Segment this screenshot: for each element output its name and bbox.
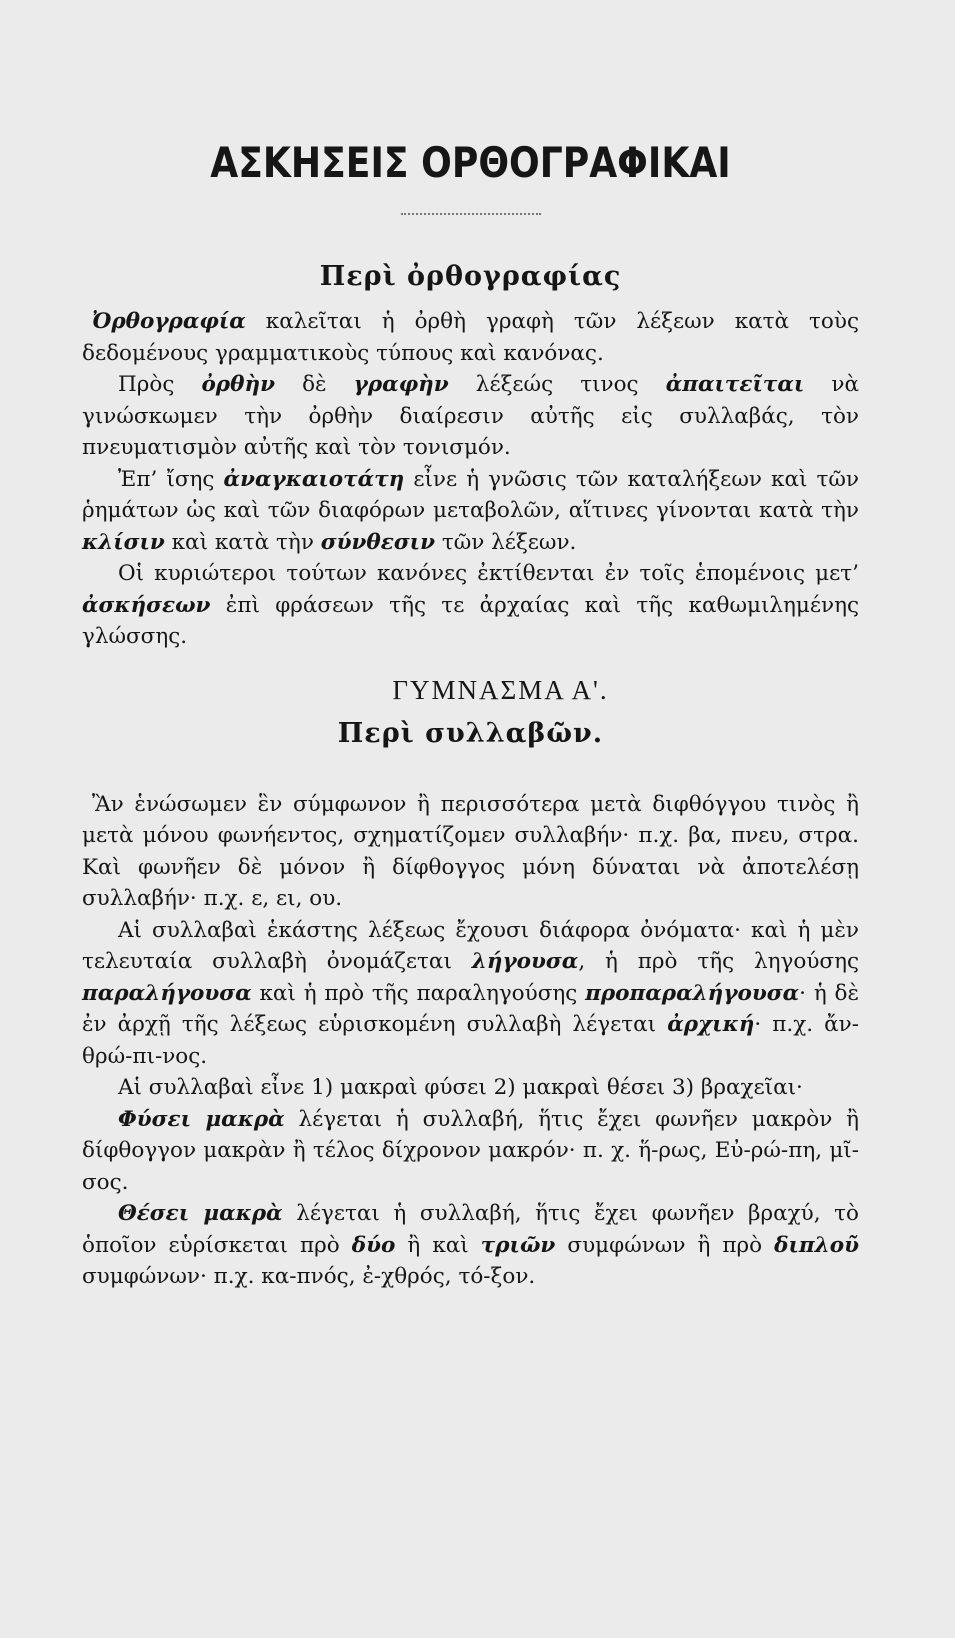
text-run: λέξεώς τινος (448, 372, 666, 397)
emphasis: σύνθεσιν (320, 529, 436, 555)
text-run: ἐπὶ φράσεων τῆς τε ἀρχαίας καὶ τῆς καθωμιλημένης γλώσσης. (82, 592, 859, 649)
text-run: · ἡ δὲ ἐν ἀρχῇ τῆς λέξεως εὑρισκομένη συλλαβὴ λέγεται (82, 980, 859, 1037)
section-heading-syllables: Περὶ συλλαβῶν. (337, 717, 604, 749)
text-run: δὲ (275, 372, 354, 397)
paragraph-syllable-formation: Ἂν ἑνώσωμεν ἓν σύμφωνον ἢ περισσότερα μετὰ διφθόγγου τινὸς ἢ μετὰ μόνου φωνήεντος, σχηματίζομεν συλλαβήν· π.χ. βα, πνευ, στρα. Καὶ φωνῆεν δὲ μόνον ἢ δίφθογγος μόνη δύναται νὰ ἀποτελέσῃ συλλαβήν· π.χ. ε, ει, ου. (82, 791, 859, 911)
emphasis: ἀναγκαιοτάτη (223, 466, 405, 492)
exercise-label: ΓΥΜΝΑΣΜΑ Α'. (392, 674, 609, 705)
emphasis: ὀρθὴν (201, 372, 275, 397)
emphasis: λήγουσα (471, 949, 579, 974)
paragraph-long-by-position (82, 1198, 859, 1293)
emphasis: ἀρχική (667, 1012, 755, 1037)
paragraph-definition (82, 306, 859, 369)
emphasis: γραφὴν (353, 372, 449, 397)
paragraph-text: καλεῖται ἡ ὀρθὴ γραφὴ τῶν λέξεων κατὰ τοὺς δεδομένους γραμματικοὺς τύπους καὶ κανόνας. (82, 309, 859, 366)
emphasis: παραλήγουσα (82, 980, 252, 1006)
paragraph-endings (82, 464, 859, 559)
emphasis: διπλοῦ (774, 1232, 859, 1258)
text-run: καὶ κατὰ τὴν (164, 529, 321, 555)
text-run: Ἐπ’ ἴσης (118, 466, 224, 492)
section-heading-orthography: Περὶ ὀρθογραφίας (319, 261, 622, 292)
emphasis: δύο (351, 1232, 396, 1258)
emphasis: τριῶν (480, 1232, 556, 1258)
paragraph-long-by-nature (82, 1104, 859, 1199)
text-run: Αἱ συλλαβαὶ ἑκάστης λέξεως ἔχουσι διάφορα ὀνόματα· καὶ ἡ μὲν τελευταία συλλαβὴ ὀνομάζεται (82, 917, 859, 974)
text-run: λέγεται ἡ συλλαβή, ἥτις ἔχει φωνῆεν μακρὸν ἢ δίφθογγον μακρὰν ἢ τέλος δίχρονον μακρόν· π. χ. ἥ-ρως, Εὐ-ρώ-πη, μῖ-σος. (82, 1106, 859, 1195)
emphasis: Φύσει μακρὰ (118, 1106, 285, 1132)
text-run: ἢ καὶ (395, 1232, 481, 1258)
title-divider (401, 213, 541, 215)
text-run: λέγεται ἡ συλλαβή, ἥτις ἔχει φωνῆεν βραχύ, τὸ ὁποῖον εὑρίσκεται πρὸ (82, 1201, 859, 1258)
document-page (0, 138, 955, 1638)
text-run: · π.χ. ἄν-θρώ-πι-νος. (82, 1012, 859, 1069)
emphasis: προπαραλήγουσα (585, 980, 800, 1006)
text-run: τῶν λέξεων. (435, 529, 577, 555)
text-run: εἶνε ἡ γνῶσις τῶν καταλήξεων καὶ τῶν ῥημάτων ὡς καὶ τῶν διαφόρων μεταβολῶν, αἵτινες γίνονται κατὰ τὴν (82, 466, 859, 523)
paragraph-requirements (82, 369, 859, 464)
text-run: νὰ γινώσκωμεν τὴν ὀρθὴν διαίρεσιν αὐτῆς εἰς συλλαβάς, τὸν πνευματισμὸν αὐτῆς καὶ τὸν τονισμόν. (82, 372, 859, 460)
emphasis: ἀπαιτεῖται (665, 372, 805, 397)
text-run: συμφώνων ἢ πρὸ (555, 1232, 775, 1258)
emphasis: ἀσκήσεων (82, 592, 211, 618)
paragraph-syllable-names (82, 915, 859, 1073)
term-orthography: Ὀρθογραφία (92, 309, 246, 334)
text-run: , ἡ πρὸ τῆς ληγούσης (578, 949, 859, 974)
text-run: συμφώνων· π.χ. κα-πνός, ἐ-χθρός, τό-ξον. (82, 1264, 536, 1289)
page-title: ΑΣΚΗΣΕΙΣ ΟΡΘΟΓΡΑΦΙΚΑΙ (210, 138, 731, 187)
text-run: Πρὸς (118, 372, 202, 397)
paragraph-rules (82, 558, 859, 653)
paragraph-syllable-types: Αἱ συλλαβαὶ εἶνε 1) μακραὶ φύσει 2) μακραὶ θέσει 3) βραχεῖαι· (118, 1075, 803, 1100)
text-run: καὶ ἡ πρὸ τῆς παραληγούσης (251, 980, 586, 1006)
text-run: Οἱ κυριώτεροι τούτων κανόνες ἐκτίθενται ἐν τοῖς ἑπομένοις μετ’ (118, 561, 859, 586)
emphasis: κλίσιν (82, 529, 165, 555)
emphasis: Θέσει μακρὰ (118, 1201, 283, 1226)
